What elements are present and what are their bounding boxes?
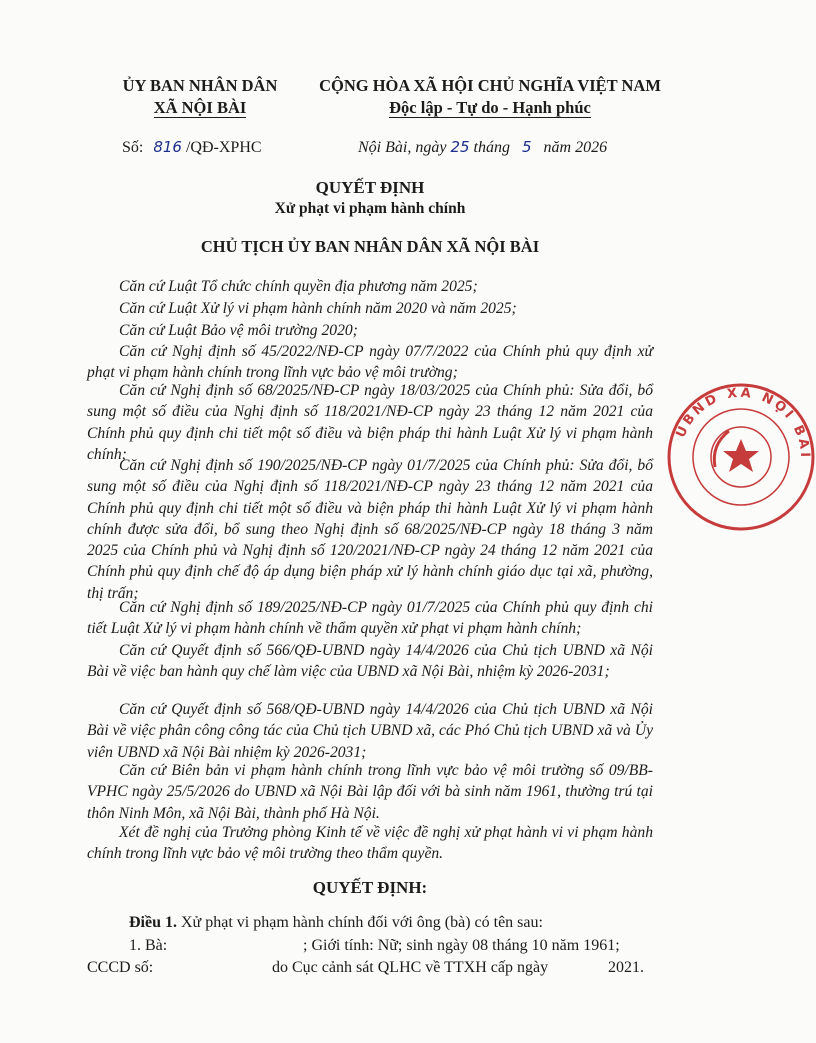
national-motto-text: Độc lập - Tự do - Hạnh phúc — [389, 98, 591, 117]
document-date — [358, 138, 607, 157]
preamble-item: Căn cứ Quyết định số 568/QĐ-UBND ngày 14/4/2026 của Chủ tịch UBND xã Nội Bài về việc phân công công tác của Chủ tịch UBND xã, các Phó Chủ tịch UBND xã và Ủy viên UBND xã Nội Bài nhiệm kỳ 2026-2031; — [87, 701, 653, 761]
official-seal — [666, 382, 816, 532]
preamble-item: Căn cứ Nghị định số 68/2025/NĐ-CP ngày 18/03/2025 của Chính phủ: Sửa đổi, bổ sung một số điều của Nghị định số 118/2021/NĐ-CP ngày 23 tháng 12 năm 2021 của Chính phủ quy định chi tiết một số điều và biện pháp thi hành Luật Xử lý vi phạm hành chính; — [87, 382, 653, 463]
preamble-item: Căn cứ Nghị định số 45/2022/NĐ-CP ngày 07/7/2022 của Chính phủ quy định xử phạt vi phạm hành chính trong lĩnh vực bảo vệ môi trường; — [87, 343, 653, 382]
preamble-item: Căn cứ Luật Bảo vệ môi trường 2020; — [119, 322, 358, 339]
number-handwritten: 816 — [153, 138, 182, 156]
org-name: ỦY BAN NHÂN DÂN — [122, 76, 278, 95]
preamble-item: Căn cứ Quyết định số 566/QĐ-UBND ngày 14/4/2026 của Chủ tịch UBND xã Nội Bài về việc ban hành quy chế làm việc của UBND xã Nội Bài, nhiệm kỳ 2026-2031; — [87, 642, 653, 681]
date-year: năm 2026 — [543, 139, 608, 156]
number-prefix: Số: — [122, 139, 144, 156]
national-title: CỘNG HÒA XÃ HỘI CHỦ NGHĨA VIỆT NAM — [319, 76, 661, 95]
id-issuer: do Cục cảnh sát QLHC về TTXH cấp ngày — [272, 959, 549, 976]
preamble-item: Căn cứ Biên bản vi phạm hành chính trong lĩnh vực bảo vệ môi trường số 09/BB-VPHC ngày 25/5/2026 do UBND xã Nội Bài lập đối với bà sinh năm 1961, thường trú tại thôn Ninh Môn, xã Nội Bài, thành phố Hà Nội. — [87, 762, 653, 822]
national-motto — [305, 98, 675, 118]
date-month: 5 — [521, 138, 532, 156]
preamble-item: Căn cứ Nghị định số 189/2025/NĐ-CP ngày 01/7/2025 của Chính phủ quy định chi tiết Luật Xử lý vi phạm hành chính về thẩm quyền xử phạt vi phạm hành chính; — [87, 599, 653, 638]
id-year: 2021. — [608, 959, 644, 976]
article-1 — [129, 914, 543, 932]
preamble-item: Căn cứ Luật Xử lý vi phạm hành chính năm 2020 và năm 2025; — [119, 300, 517, 317]
preamble-item: Căn cứ Luật Tổ chức chính quyền địa phương năm 2025; — [119, 278, 478, 295]
document-subject: Xử phạt vi phạm hành chính — [274, 200, 466, 217]
article-1-item-label: 1. Bà: — [129, 937, 168, 954]
commune-name — [100, 98, 300, 118]
date-month-label: tháng — [473, 139, 510, 156]
commune-name-text: XÃ NỘI BÀI — [153, 98, 247, 117]
seal-text: UBND XÃ NỘI BÀI — [673, 385, 813, 461]
date-prefix: Nội Bài, ngày — [358, 139, 447, 156]
document-number — [122, 138, 262, 157]
issuing-authority: CHỦ TỊCH ỦY BAN NHÂN DÂN XÃ NỘI BÀI — [200, 237, 540, 256]
preamble-item: Căn cứ Nghị định số 190/2025/NĐ-CP ngày 01/7/2025 của Chính phủ: Sửa đổi, bổ sung một số điều của Nghị định số 118/2021/NĐ-CP ngày 23 tháng 12 năm 2021 của Chính phủ quy định chi tiết một số điều và biện pháp thi hành Luật Xử lý vi phạm hành chính được sửa đổi, bổ sung theo Nghị định số 68/2025/NĐ-CP ngày 18 tháng 3 năm 2025 của Chính phủ và Nghị định số 120/2021/NĐ-CP ngày 24 tháng 12 năm 2021 của Chính phủ quy định chế độ áp dụng biện pháp xử lý hành chính giáo dục tại xã, phường, thị trấn; — [87, 457, 653, 602]
preamble-item: Xét đề nghị của Trưởng phòng Kinh tế về việc đề nghị xử phạt hành vi vi phạm hành chính trong lĩnh vực bảo vệ môi trường theo thẩm quyền. — [87, 824, 653, 863]
article-1-text: Xử phạt vi phạm hành chính đối với ông (bà) có tên sau: — [181, 914, 543, 931]
date-day: 25 — [450, 138, 470, 156]
id-label: CCCD số: — [87, 959, 154, 976]
document-type: QUYẾT ĐỊNH — [315, 178, 425, 197]
number-suffix: /QĐ-XPHC — [185, 139, 262, 156]
decision-heading: QUYẾT ĐỊNH: — [312, 878, 428, 897]
article-1-label: Điều 1. — [129, 914, 177, 931]
seal-emblem — [711, 427, 771, 487]
article-1-item-details: ; Giới tính: Nữ; sinh ngày 08 tháng 10 năm 1961; — [303, 937, 620, 954]
